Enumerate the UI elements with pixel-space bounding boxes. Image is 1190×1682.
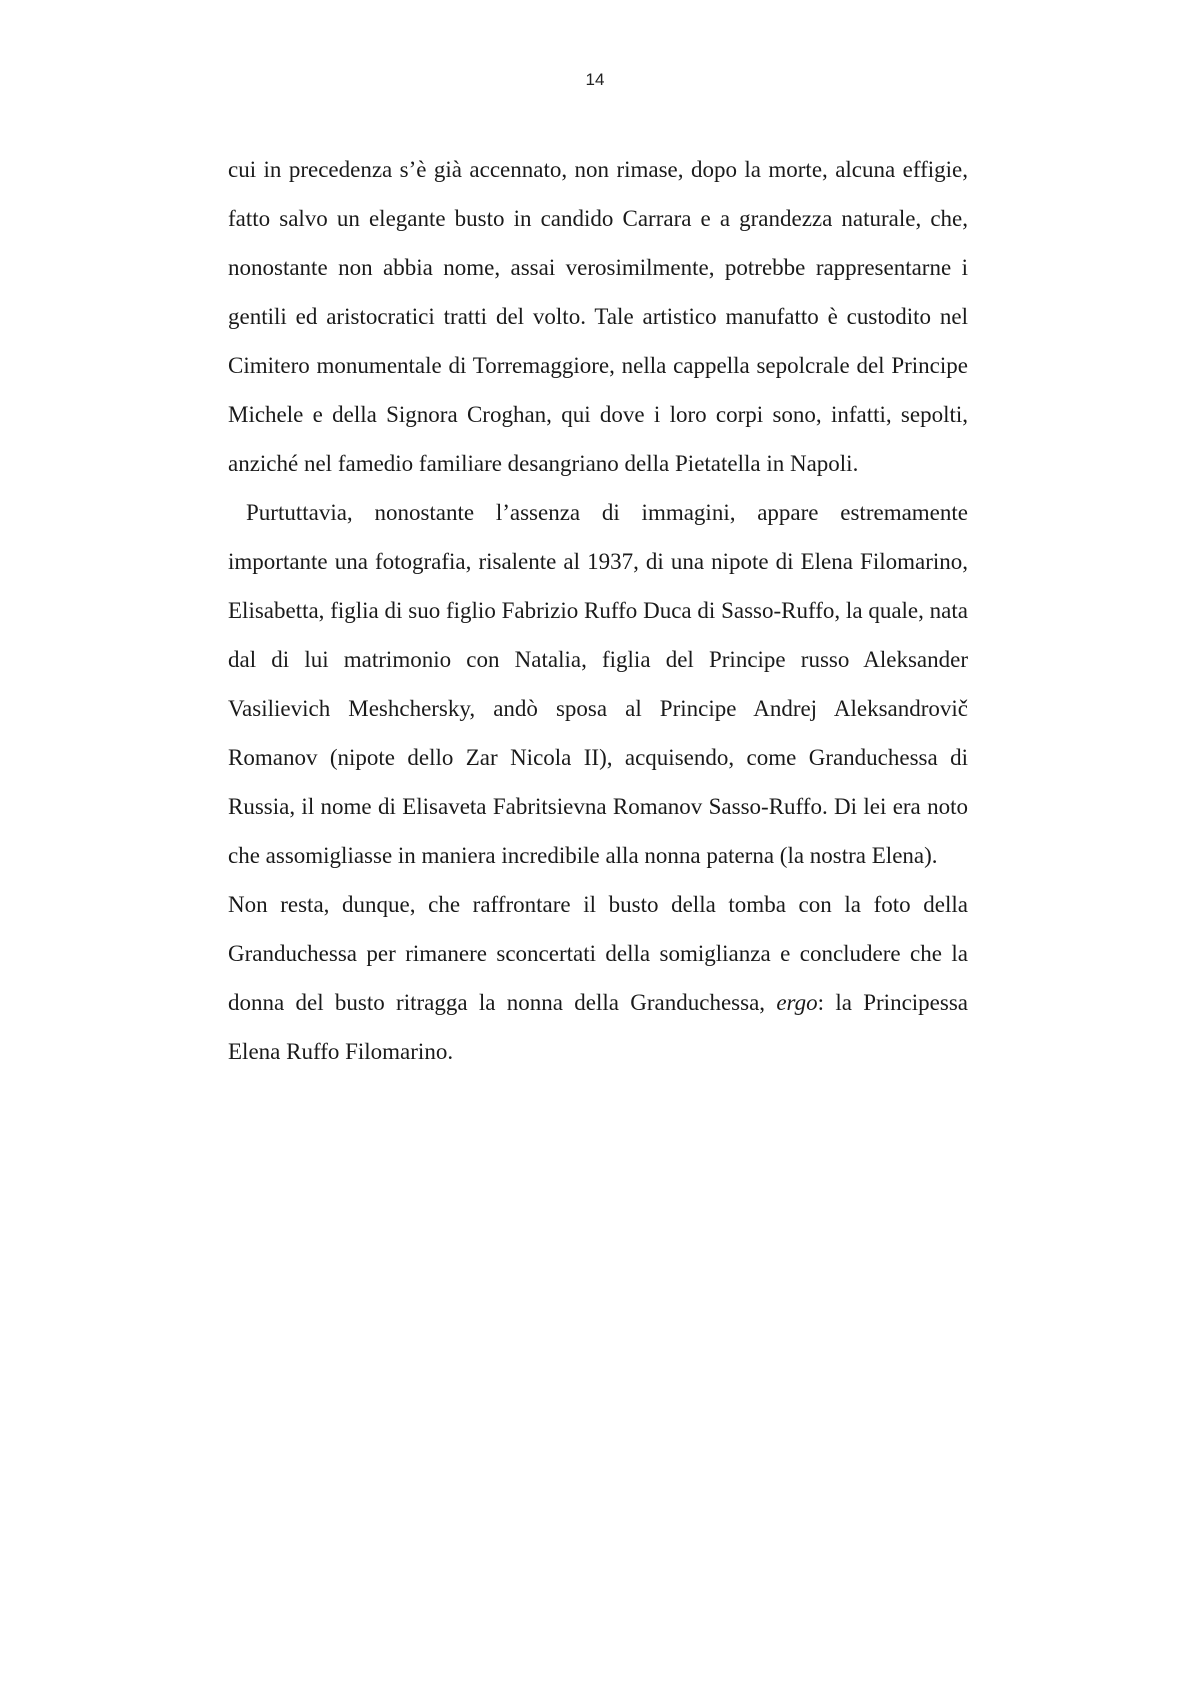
paragraph-text: : la Principessa Elena Ruffo Filomarino. [228,990,968,1064]
paragraph: Purtuttavia, nonostante l’assenza di immagini, appare estremamente importante una fotografia, risalente al 1937, di una nipote di Elena Filomarino, Elisabetta, figlia di suo figlio Fabrizio Ruffo Duca di Sasso-Ruffo, la quale, nata dal di lui matrimonio con Natalia, figlia del Principe russo Aleksander Vasilievich Meshchersky, andò sposa al Principe Andrej Aleksandrovič Romanov (nipote dello Zar Nicola II), acquisendo, come Granduchessa di Russia, il nome di Elisaveta Fabritsievna Romanov Sasso-Ruffo. Di lei era noto che assomigliasse in maniera incredibile alla nonna paterna (la nostra Elena). [228,500,968,868]
page-number: 14 [585,70,605,89]
italic-word: ergo [776,990,818,1015]
paragraph: cui in precedenza s’è già accennato, non rimase, dopo la morte, alcuna effigie, fatto salvo un elegante busto in candido Carrara e a grandezza naturale, che, nonostante non abbia nome, assai verosimilmente, potrebbe rappresentarne i gentili ed aristocratici tratti del volto. Tale artistico manufatto è custodito nel Cimitero monumentale di Torremaggiore, nella cappella sepolcrale del Principe Michele e della Signora Croghan, qui dove i loro corpi sono, infatti, sepolti, anziché nel famedio familiare desangriano della Pietatella in Napoli. [228,157,968,476]
paragraph-text: Non resta, dunque, che raffrontare il busto della tomba con la foto della Granduchessa per rimanere sconcertati della somiglianza e concludere che la donna del busto ritragga la nonna della Granduchessa, [228,892,968,1015]
body-text [228,145,968,1076]
paragraph [228,880,968,1076]
